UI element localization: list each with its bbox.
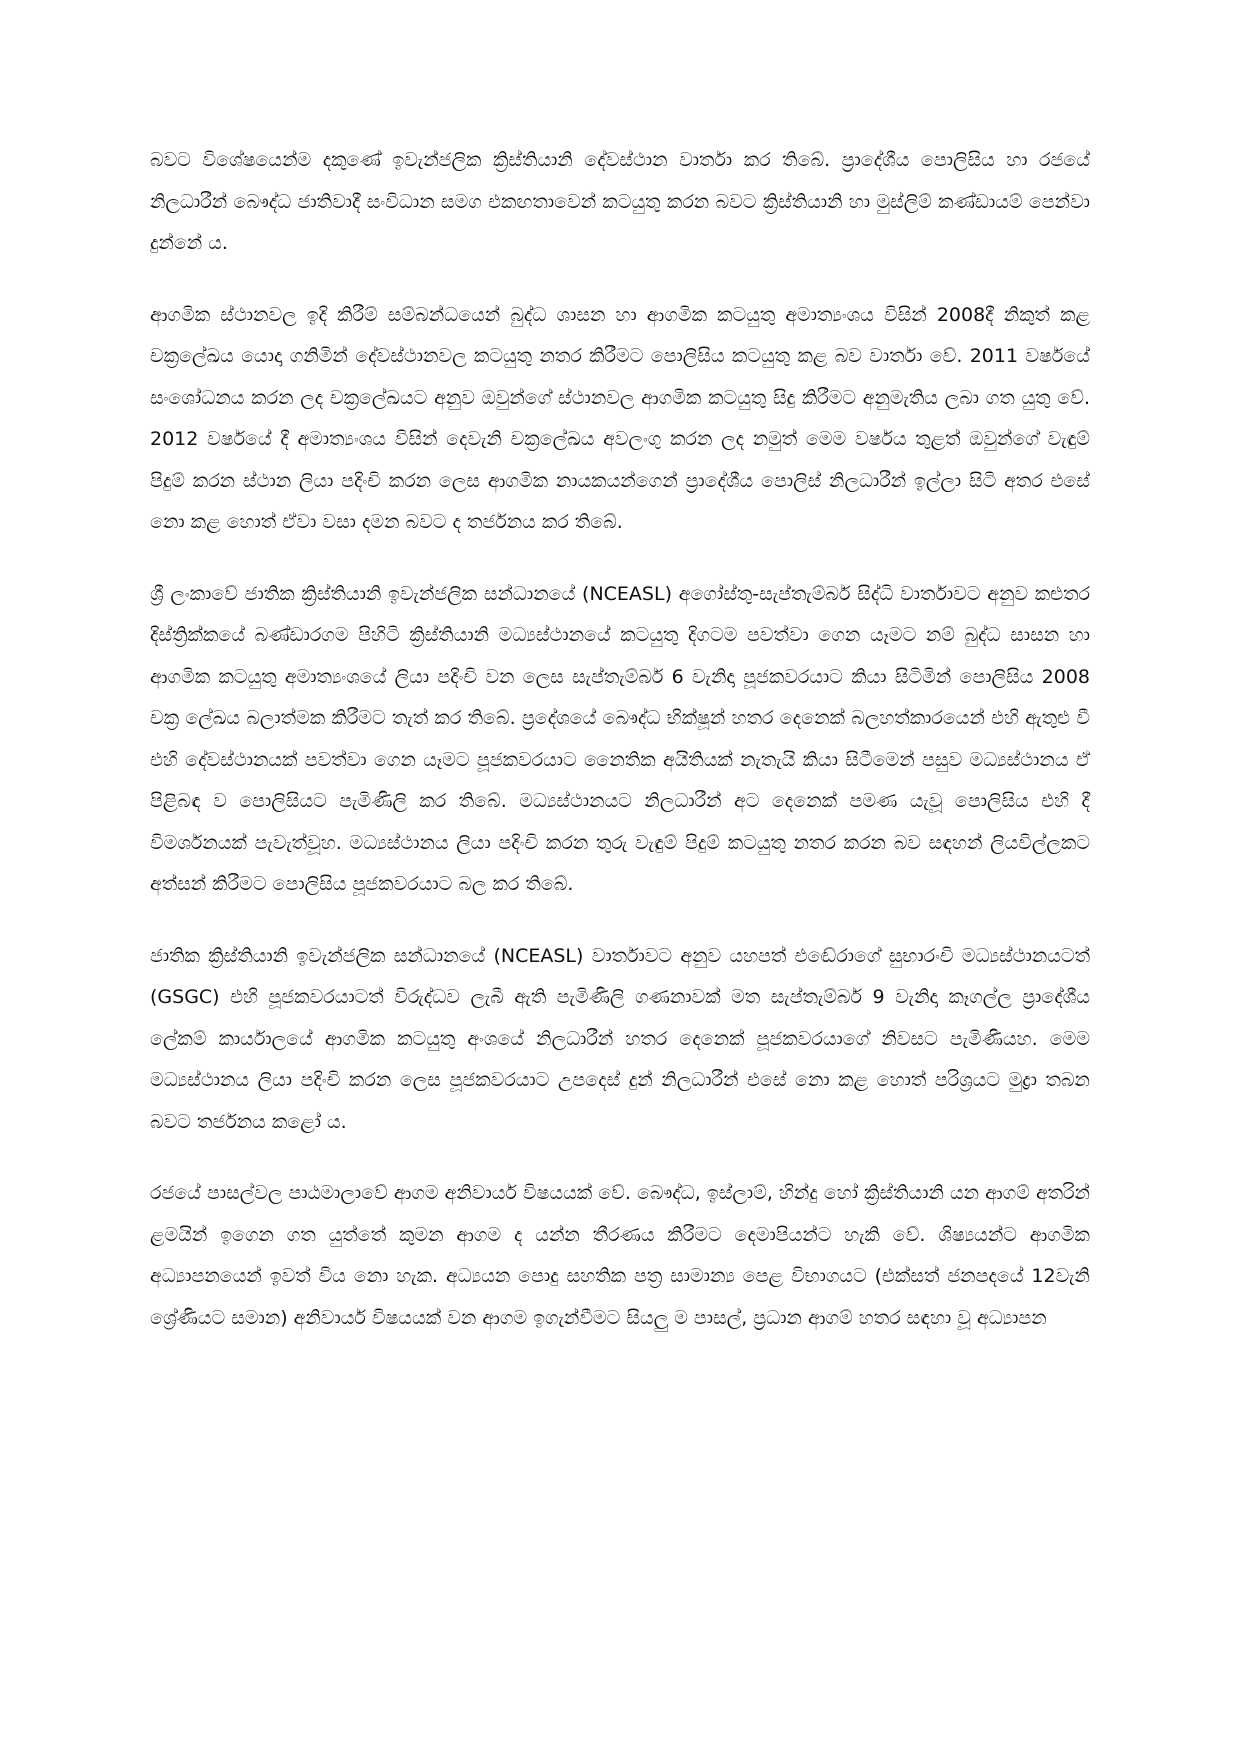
document-page xyxy=(150,140,1090,1339)
paragraph-3: ශ්‍රී ලංකාවේ ජාතික ක්‍රිස්තියානි ඉවැන්ජලික සන්ධානයේ (NCEASL) අගෝස්තු-සැප්තැම්බර් සිද්ධි වාර්තාවට අනුව කළුතර දිස්ත්‍රික්කයේ බණ්ඩාරගම පිහිටි ක්‍රිස්තියානි මධ්‍යස්ථානයේ කටයුතු දිගටම පවත්වා ගෙන යෑමට නම් බුද්ධ සාසන හා ආගමික කටයුතු අමාත්‍යංශයේ ලියා පදිංචි වන ලෙස සැප්තැම්බර් 6 වැනිදා පූජකවරයාට කියා සිටිමින් පොලිසිය 2008 චක්‍ර ලේඛය බලාත්මක කිරීමට තැත් කර තිබේ. ප්‍රදේශයේ බෞද්ධ භික්ෂූන් හතර දෙනෙක් බලහත්කාරයෙන් එහි ඇතුළු වී එහි දේවස්ථානයක් පවත්වා ගෙන යෑමට පූජකවරයාට නෛතික අයිතියක් නැතැයි කියා සිටීමෙන් පසුව මධ්‍යස්ථානය ඒ පිළිබඳ ව පොලිසියට පැමිණිලි කර තිබේ. මධ්‍යස්ථානයට නිලධාරීන් අට දෙනෙක් පමණ යැවූ පොලිසිය එහි දී විමර්ශනයක් පැවැත්වූහ. මධ්‍යස්ථානය ලියා පදිංචි කරන තුරු වැඳුම් පිදුම් කටයුතු නතර කරන බව සඳහන් ලියවිල්ලකට අත්සන් කිරීමට පොලිසිය පූජකවරයාට බල කර තිබේ. xyxy=(150,582,1090,895)
paragraph-2: ආගමික ස්ථානවල ඉදි කිරීම් සම්බන්ධයෙන් බුද්ධ ශාසන හා ආගමික කටයුතු අමාත්‍යංශය විසින් 2008දී නිකුත් කළ චක්‍රලේඛය යොදා ගනිමින් දේවස්ථානවල කටයුතු නතර කිරීමට පොලිසිය කටයුතු කළ බව වාර්තා වේ. 2011 වර්ෂයේ සංශෝධනය කරන ලද චක්‍රලේඛයට අනුව ඔවුන්ගේ ස්ථානවල ආගමික කටයුතු සිදු කිරීමට අනුමැතිය ලබා ගත යුතු වේ. 2012 වර්ෂයේ දී අමාත්‍යංශය විසින් දෙවැනි චක්‍රලේඛය අවලංගු කරන ලද නමුත් මෙම වර්ෂය තුළත් ඔවුන්ගේ වැඳුම් පිදුම් කරන ස්ථාන ලියා පදිංචි කරන ලෙස ආගමික නායකයන්ගෙන් ප්‍රාදේශීය පොලිස් නිලධාරීන් ඉල්ලා සිටි අතර එසේ නො කළ හොත් ඒවා වසා දමන බවට ද තර්ජනය කර තිබේ. xyxy=(150,303,1090,533)
paragraph-4: ජාතික ක්‍රිස්තියානි ඉවැන්ජලික සන්ධානයේ (NCEASL) වාර්තාවට අනුව යහපත් එඬේරාගේ සුභාරංචි මධ්‍යස්ථානයටත් (GSGC) එහි පූජකවරයාටත් විරුද්ධව ලැබී ඇති පැමිණිලි ගණනාවක් මත සැප්තැම්බර් 9 වැනිදා කෑගල්ල ප්‍රාදේශීය ලේකම් කාර්යාලයේ ආගමික කටයුතු අංශයේ නිලධාරීන් හතර දෙනෙක් පූජකවරයාගේ නිවසට පැමිණියහ. මෙම මධ්‍යස්ථානය ලියා පදිංචි කරන ලෙස පූජකවරයාට උපදෙස් දුන් නිලධාරීන් එසේ නො කළ හොත් පරිශ්‍රයට මුද්‍රා තබන බවට තර්ජනය කළෝ ය. xyxy=(150,944,1090,1133)
paragraph-1: බවට විශේෂයෙන්ම දකුණේ ඉවැන්ජලික ක්‍රිස්තියානි දේවස්ථාන වාර්තා කර තිබේ. ප්‍රාදේශීය පොලිසිය හා රජයේ නිලධාරීන් බෞද්ධ ජාතිවාදී සංවිධාන සමග එකඟතාවෙන් කටයුතු කරන බවට ක්‍රිස්තියානි හා මුස්ලිම් කණ්ඩායම් පෙන්වා දුන්නේ ය. xyxy=(150,149,1090,254)
paragraph-5: රජයේ පාසල්වල පාඨමාලාවේ ආගම අනිවාර්ය විෂයයක් වේ. බෞද්ධ, ඉස්ලාම්, හින්දු හෝ ක්‍රිස්තියානි යන ආගම් අතරින් ළමයින් ඉගෙන ගත යුත්තේ කුමන ආගම ද යන්න තීරණය කිරීමට දෙමාපියන්ට හැකි වේ. ශිෂ්‍යයන්ට ආගමික අධ්‍යාපනයෙන් ඉවත් විය නො හැක. අධ්‍යයන පොදු සහතික පත්‍ර සාමාන්‍ය පෙළ විභාගයට (එක්සත් ජනපදයේ 12වැනි ශ්‍රේණියට සමාන) අනිවාර්ය විෂයයක් වන ආගම ඉගැන්වීමට සියලු ම පාසල්, ප්‍රධාන ආගම් හතර සඳහා වූ අධ්‍යාපන xyxy=(150,1182,1090,1329)
